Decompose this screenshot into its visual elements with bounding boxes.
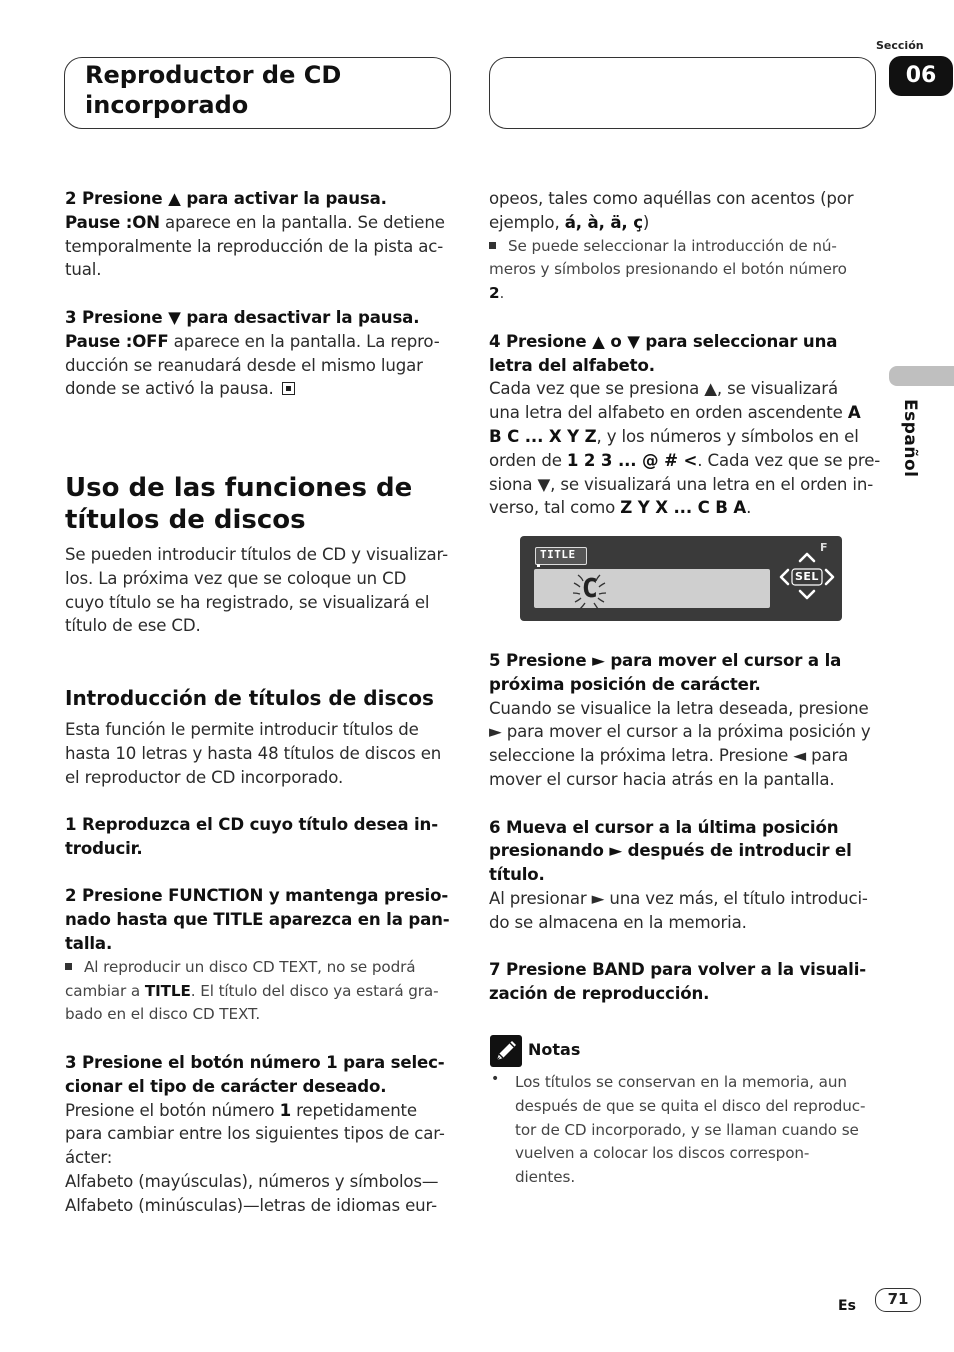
step-3-body bbox=[65, 1099, 457, 1123]
step-7-heading: 7 Presione BAND para volver a la visuali- bbox=[489, 960, 866, 980]
code-pause-on: Pause :ON bbox=[65, 212, 160, 232]
page-number: 71 bbox=[875, 1288, 921, 1312]
text: do se almacena en la memoria. bbox=[489, 912, 747, 932]
step-2-heading-end: talla. bbox=[65, 933, 113, 953]
display-title-indicator bbox=[535, 547, 587, 565]
sel-label: SEL bbox=[795, 570, 819, 583]
blinking-cursor-char bbox=[570, 569, 610, 611]
text: . Cada vez que se pre- bbox=[697, 450, 881, 470]
accent-chars: á, à, ä, ç bbox=[564, 212, 643, 232]
text: ► para mover el cursor a la próxima posición y bbox=[489, 722, 871, 742]
subheading: Introducción de títulos de discos bbox=[65, 686, 434, 710]
text: después de que se quita el disco del reproduc- bbox=[515, 1096, 866, 1115]
step-5-heading-cont: próxima posición de carácter. bbox=[489, 674, 761, 694]
text: Alfabeto (mayúsculas), números y símbolos— bbox=[65, 1171, 439, 1191]
note-item bbox=[515, 1071, 881, 1190]
text bbox=[489, 401, 881, 425]
section-title-line2: incorporado bbox=[85, 91, 249, 119]
title-display-illustration bbox=[520, 536, 842, 621]
text: tual. bbox=[65, 260, 102, 280]
text: seleccione la próxima letra. Presione ◄ para bbox=[489, 746, 849, 766]
code-pause-off: Pause :OFF bbox=[65, 331, 169, 351]
step-6-heading-cont: presionando ► después de introducir el bbox=[489, 841, 852, 861]
section-number-badge: 06 bbox=[889, 56, 953, 96]
step-4-heading-cont: letra del alfabeto. bbox=[489, 355, 655, 375]
text: vuelven a colocar los discos correspon- bbox=[515, 1144, 810, 1163]
text: temporalmente la reproducción de la pista ac- bbox=[65, 236, 444, 256]
square-bullet-icon bbox=[65, 963, 72, 970]
text: el reproductor de CD incorporado. bbox=[65, 767, 344, 787]
text: repetidamente bbox=[290, 1100, 417, 1120]
text: cuyo título se ha registrado, se visualizará el bbox=[65, 592, 430, 612]
number-seq: 1 2 3 ... @ # < bbox=[566, 450, 698, 470]
display-dot bbox=[537, 564, 540, 567]
text: ) bbox=[642, 212, 650, 232]
steps-1-3 bbox=[65, 813, 457, 1218]
step-3-last-line bbox=[65, 377, 457, 401]
language-label: Español bbox=[900, 399, 920, 478]
footer-lang-code: Es bbox=[838, 1298, 856, 1314]
code-title: TITLE bbox=[144, 981, 191, 1000]
text: Los títulos se conservan en la memoria, aun bbox=[515, 1073, 847, 1091]
section-title-line1: Reproductor de CD bbox=[85, 61, 342, 89]
accent-example bbox=[489, 211, 881, 235]
step-2-note-cont bbox=[65, 980, 457, 1004]
number-note-end: 2. bbox=[489, 284, 505, 303]
text: Esta función le permite introducir títulos de bbox=[65, 720, 419, 739]
text: ejemplo, bbox=[489, 212, 565, 232]
display-f-indicator: F bbox=[820, 541, 828, 554]
right-column-bottom bbox=[489, 649, 881, 1006]
text: Al reproducir un disco CD TEXT, no se podrá bbox=[84, 957, 416, 976]
text bbox=[489, 496, 881, 520]
letter-a: A bbox=[847, 403, 861, 423]
text: ducción se reanudará desde el mismo lugar bbox=[65, 355, 423, 375]
step-2-heading: 2 Presione FUNCTION y mantenga presio- bbox=[65, 886, 449, 906]
text: ácter: bbox=[65, 1148, 113, 1168]
step-3-heading-cont: cionar el tipo de carácter deseado. bbox=[65, 1076, 387, 1096]
text: Se pueden introducir títulos de CD y visualizar- bbox=[65, 545, 448, 564]
text: tor de CD incorporado, y se llaman cuando se bbox=[515, 1120, 859, 1139]
text bbox=[489, 449, 881, 473]
step-5-heading: 5 Presione ► para mover el cursor a la bbox=[489, 651, 842, 670]
text: orden de bbox=[489, 450, 567, 470]
step-3-pause-heading: 3 Presione ▼ para desactivar la pausa. bbox=[65, 307, 420, 327]
text bbox=[489, 425, 881, 449]
step-1-heading-cont: troducir. bbox=[65, 838, 143, 858]
step-3-heading: 3 Presione el botón número 1 para selec- bbox=[65, 1052, 445, 1072]
text: opeos, tales como aquéllas con acentos (por bbox=[489, 189, 854, 208]
text: . bbox=[746, 498, 752, 518]
text: verso, tal como bbox=[489, 498, 621, 518]
seccion-label: Sección bbox=[876, 39, 924, 52]
alphabet-seq: B C ... X Y Z bbox=[489, 426, 597, 446]
text: Cada vez que se presiona ▲, se visualizará bbox=[489, 379, 838, 399]
notes-pencil-icon bbox=[490, 1035, 522, 1067]
step-3-body bbox=[65, 330, 457, 354]
intro-paragraph bbox=[65, 543, 457, 638]
text: mover el cursor hacia atrás en la pantalla. bbox=[489, 769, 835, 789]
text: , y los números y símbolos en el bbox=[596, 426, 859, 446]
step-2-body bbox=[65, 211, 457, 235]
right-column-top bbox=[489, 187, 881, 520]
square-bullet-icon bbox=[489, 242, 496, 249]
step-4-heading: 4 Presione ▲ o ▼ para seleccionar una bbox=[489, 331, 838, 351]
section-title bbox=[85, 60, 341, 120]
step-7-heading-cont: zación de reproducción. bbox=[489, 984, 710, 1004]
notes-list bbox=[489, 1071, 881, 1190]
main-heading bbox=[65, 472, 457, 536]
display-char: C bbox=[582, 574, 598, 604]
text: título de ese CD. bbox=[65, 616, 201, 636]
bullet-dot-icon: • bbox=[491, 1071, 500, 1087]
step-6-heading-end: título. bbox=[489, 865, 545, 885]
text: aparece en la pantalla. La repro- bbox=[168, 331, 440, 351]
text: bado en el disco CD TEXT. bbox=[65, 1005, 261, 1024]
text: Presione el botón número bbox=[65, 1100, 280, 1120]
step-1-heading: 1 Reproduzca el CD cuyo título desea in- bbox=[65, 815, 438, 834]
button-number: 2 bbox=[489, 284, 500, 303]
heading-line2: títulos de discos bbox=[65, 505, 306, 535]
text: hasta 10 letras y hasta 48 títulos de discos en bbox=[65, 743, 442, 763]
left-column bbox=[65, 187, 457, 401]
heading-line1: Uso de las funciones de bbox=[65, 473, 413, 503]
text: . El título del disco ya estará gra- bbox=[190, 981, 439, 1000]
text: meros y símbolos presionando el botón número bbox=[489, 260, 847, 279]
step-2-heading-cont: nado hasta que TITLE aparezca en la pan- bbox=[65, 910, 450, 930]
text: Cuando se visualice la letra deseada, presione bbox=[489, 698, 869, 718]
step-6-heading: 6 Mueva el cursor a la última posición bbox=[489, 817, 839, 837]
language-tab bbox=[889, 366, 954, 386]
step-2-note bbox=[65, 956, 457, 980]
text: Alfabeto (minúsculas)—letras de idiomas eur- bbox=[65, 1195, 437, 1215]
text: Se puede seleccionar la introducción de nú- bbox=[508, 236, 837, 255]
display-title-text: TITLE bbox=[540, 548, 576, 561]
reverse-seq: Z Y X ... C B A bbox=[620, 498, 747, 518]
text: una letra del alfabeto en orden ascendente bbox=[489, 403, 848, 423]
text: dientes. bbox=[515, 1168, 576, 1187]
text: Al presionar ► una vez más, el título introduci- bbox=[489, 888, 868, 908]
text: cambiar a bbox=[65, 981, 145, 1000]
text: aparece en la pantalla. Se detiene bbox=[159, 212, 445, 232]
notes-title: Notas bbox=[528, 1040, 581, 1059]
text: los. La próxima vez que se coloque un CD bbox=[65, 568, 407, 588]
text: para cambiar entre los siguientes tipos de car- bbox=[65, 1124, 445, 1144]
number-note bbox=[489, 235, 881, 259]
empty-header-box bbox=[489, 57, 876, 129]
sel-joystick-icon bbox=[779, 551, 835, 607]
text: donde se activó la pausa. bbox=[65, 379, 274, 399]
button-number: 1 bbox=[279, 1100, 291, 1120]
sub-paragraph bbox=[65, 718, 457, 789]
text: siona ▼, se visualizará una letra en el orden in- bbox=[489, 474, 874, 494]
end-mark-icon bbox=[282, 382, 295, 395]
step-2-pause-heading: 2 Presione ▲ para activar la pausa. bbox=[65, 189, 387, 208]
